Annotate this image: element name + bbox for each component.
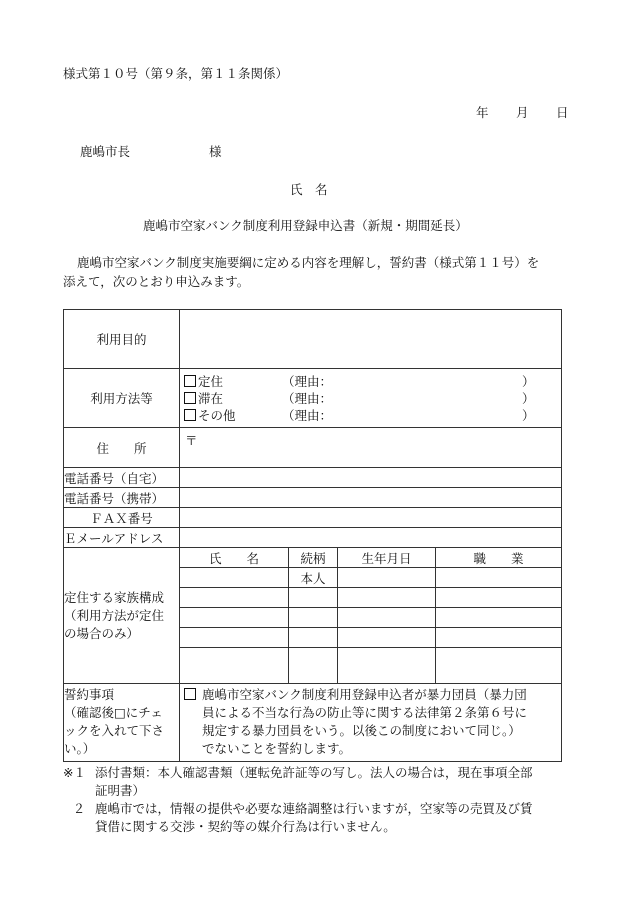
family-relation-self: 本人 — [289, 568, 338, 588]
method-option-stay[interactable]: 滞在 （理由： ） — [180, 390, 561, 407]
note-1: ※１ 添付書類：本人確認書類（運転免許証等の写し。法人の場合は，現在事項全部 証明書） — [63, 765, 533, 798]
date-month: 月 — [516, 105, 529, 120]
pledge-label: 誓約事項 （確認後□にチェ ックを入れて下さ い。） — [64, 684, 180, 762]
fax-field[interactable] — [180, 508, 562, 528]
family-cell[interactable] — [338, 608, 436, 628]
method-option-settle[interactable]: 定住 （理由： ） — [180, 373, 561, 390]
intro-line-2: 添えて，次のとおり申込みます。 — [63, 274, 250, 289]
form-number: 様式第１０号（第９条，第１１条関係） — [63, 66, 289, 81]
family-header-birthdate: 生年月日 — [338, 548, 436, 568]
family-cell[interactable] — [436, 588, 562, 608]
phone-home-label: 電話番号（自宅） — [64, 468, 180, 488]
addressee: 鹿嶋市長 — [80, 144, 131, 159]
family-cell[interactable] — [180, 608, 289, 628]
application-table — [63, 309, 562, 762]
family-cell[interactable] — [436, 628, 562, 648]
family-cell[interactable] — [180, 588, 289, 608]
fax-label: ＦＡＸ番号 — [64, 508, 180, 528]
phone-mobile-label: 電話番号（携帯） — [64, 488, 180, 508]
method-options — [180, 369, 562, 428]
family-header-relation: 続柄 — [289, 548, 338, 568]
family-cell[interactable] — [180, 628, 289, 648]
family-cell[interactable] — [338, 588, 436, 608]
applicant-name-label: 氏 名 — [290, 182, 328, 197]
checkbox-icon[interactable] — [184, 392, 196, 404]
phone-mobile-field[interactable] — [180, 488, 562, 508]
honorific: 様 — [209, 144, 222, 159]
checkbox-icon[interactable] — [184, 375, 196, 387]
family-label: 定住する家族構成 （利用方法が定住 の場合のみ） — [64, 548, 180, 684]
family-cell[interactable] — [180, 648, 289, 684]
pledge-checkbox-icon[interactable] — [184, 688, 196, 700]
family-cell[interactable] — [338, 628, 436, 648]
purpose-label: 利用目的 — [64, 310, 180, 369]
purpose-field[interactable] — [180, 310, 562, 369]
family-header-occupation: 職 業 — [436, 548, 562, 568]
family-cell[interactable] — [180, 568, 289, 588]
address-field[interactable] — [180, 428, 562, 468]
family-cell[interactable] — [289, 628, 338, 648]
family-cell[interactable] — [338, 568, 436, 588]
page-title: 鹿嶋市空家バンク制度利用登録申込書（新規・期間延長） — [143, 218, 468, 233]
postal-mark: 〒 — [185, 433, 198, 448]
family-cell[interactable] — [289, 608, 338, 628]
method-option-other[interactable]: その他 （理由： ） — [180, 407, 561, 424]
date-day: 日 — [556, 105, 569, 120]
email-field[interactable] — [180, 528, 562, 548]
checkbox-icon[interactable] — [184, 409, 196, 421]
family-cell[interactable] — [338, 648, 436, 684]
address-label: 住 所 — [64, 428, 180, 468]
family-cell[interactable] — [289, 648, 338, 684]
family-cell[interactable] — [436, 568, 562, 588]
email-label: Ｅメールアドレス — [64, 528, 180, 548]
intro-line-1: 鹿嶋市空家バンク制度実施要綱に定める内容を理解し，誓約書（様式第１１号）を — [77, 255, 540, 270]
pledge-field: 鹿嶋市空家バンク制度利用登録申込者が暴力団員（暴力団 員による不当な行為の防止等に関する法律第２条第６号に 規定する暴力団員をいう。以後この制度において同じ。） でないことを誓約します。 — [180, 684, 562, 762]
date-year: 年 — [476, 105, 489, 120]
note-2: ２ 鹿嶋市では，情報の提供や必要な連絡調整は行いますが，空家等の売買及び賃 貸借に関する交渉・契約等の媒介行為は行いません。 — [72, 801, 533, 834]
phone-home-field[interactable] — [180, 468, 562, 488]
family-cell[interactable] — [436, 648, 562, 684]
family-cell[interactable] — [289, 588, 338, 608]
family-cell[interactable] — [436, 608, 562, 628]
method-label: 利用方法等 — [64, 369, 180, 428]
family-header-name: 氏 名 — [180, 548, 289, 568]
